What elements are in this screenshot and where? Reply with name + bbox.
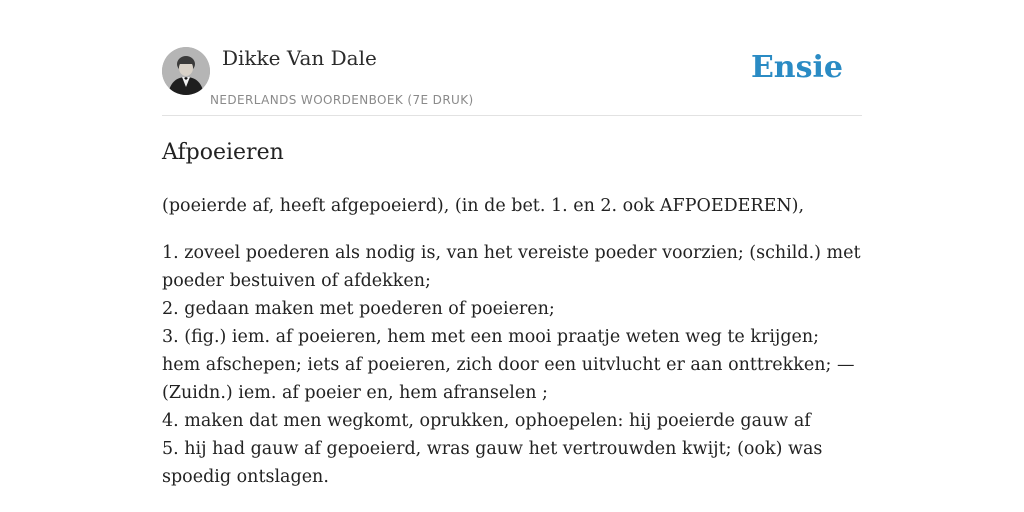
entry-intro: (poeierde af, heeft afgepoeierd), (in de bet. 1. en 2. ook AFPOEDEREN), (162, 196, 805, 216)
source-label[interactable]: NEDERLANDS WOORDENBOEK (7E DRUK) (210, 93, 474, 107)
sense-3: 3. (fig.) iem. af poeieren, hem met een mooi praatje weten weg te krijgen; hem afschepen; iets af poeieren, zich door een uitvlucht er aan onttrekken; — (Zuidn.) iem. af poeier en, hem afranselen ; (162, 327, 855, 403)
portrait-icon (162, 47, 210, 95)
sense-1: 1. zoveel poederen als nodig is, van het vereiste poeder voorzien; (schild.) met poeder bestuiven of afdekken; (162, 243, 861, 291)
sense-2: 2. gedaan maken met poederen of poeieren; (162, 299, 555, 319)
author-name[interactable]: Dikke Van Dale (222, 46, 377, 70)
sense-5: 5. hij had gauw af gepoeierd, wras gauw het vertrouwden kwijt; (ook) was spoedig ontslagen. (162, 439, 823, 487)
avatar[interactable] (162, 47, 210, 95)
entry-senses (162, 239, 862, 491)
entry-header (162, 40, 862, 116)
sense-4: 4. maken dat men wegkomt, oprukken, ophoepelen: hij poeierde gauw af (162, 411, 811, 431)
entry-title: Afpoeieren (162, 140, 284, 165)
entry-body (162, 192, 862, 510)
brand-logo[interactable]: Ensie (750, 50, 843, 85)
